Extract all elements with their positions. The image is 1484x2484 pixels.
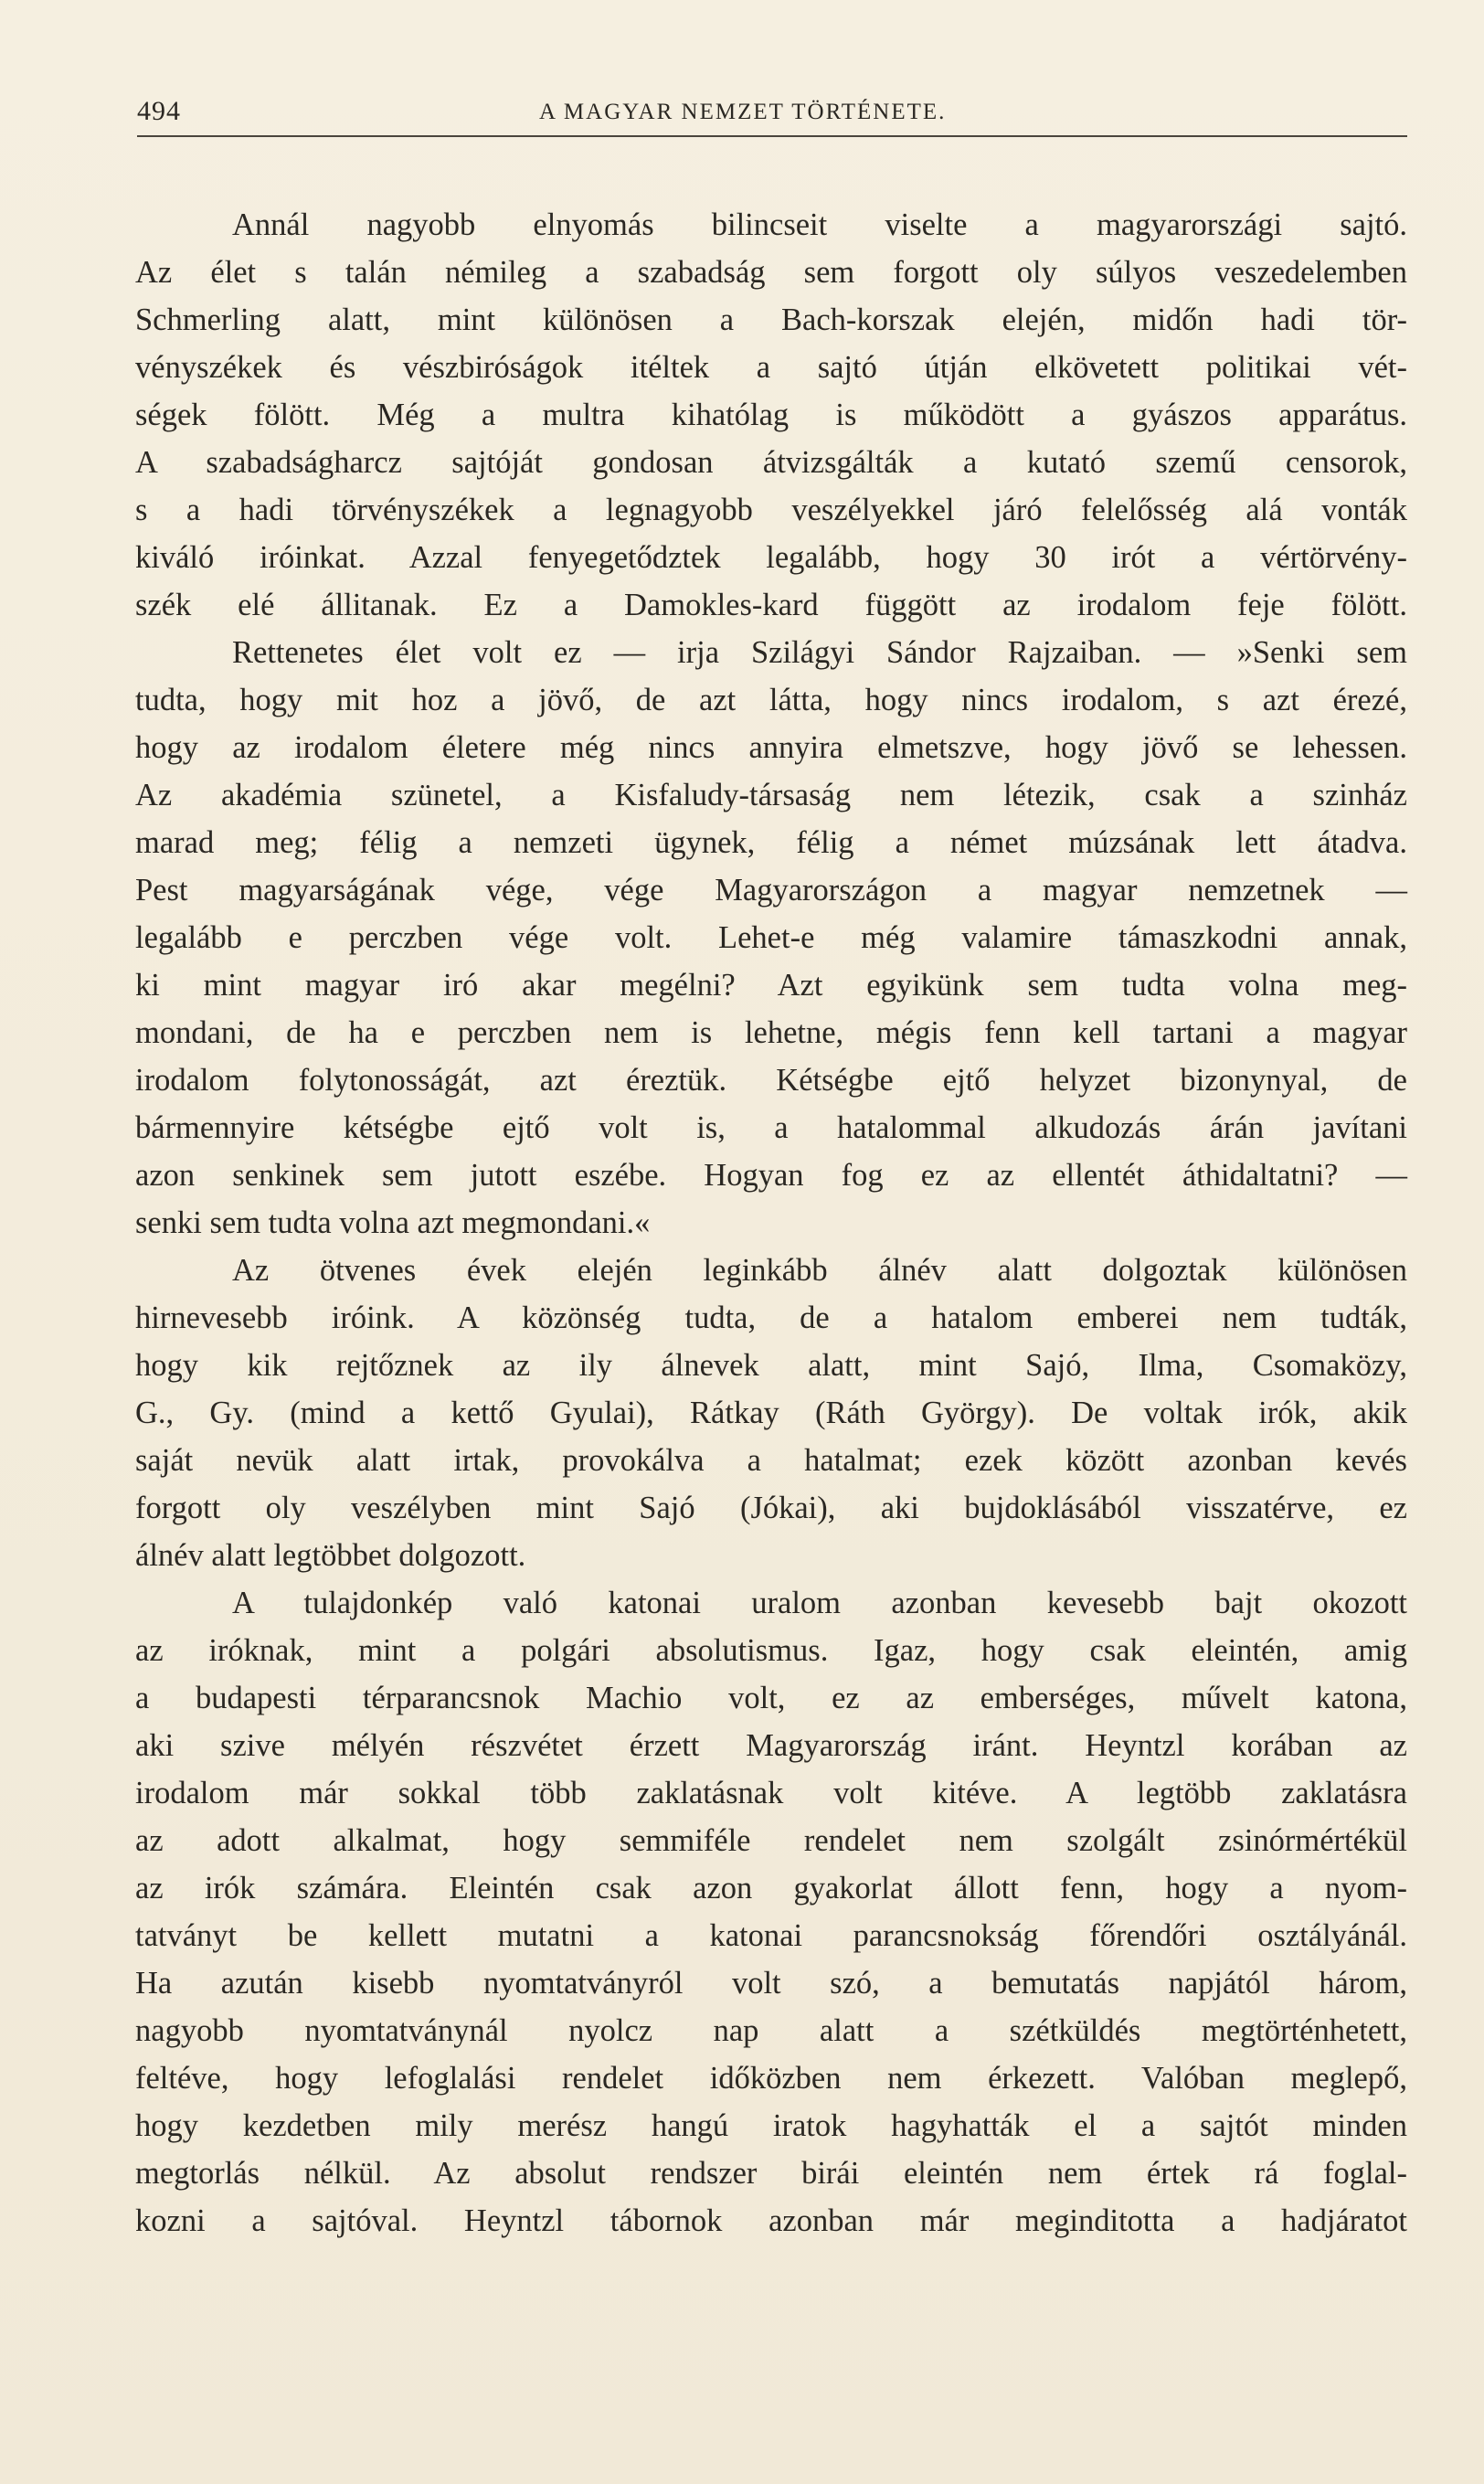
text-line: Az ötvenes évek elején leginkább álnév alatt dolgoztak különösen: [232, 1253, 1407, 1288]
text-line: A szabadságharcz sajtóját gondosan átvizsgálták a kutató szemű censorok,: [135, 445, 1407, 480]
text-line: kozni a sajtóval. Heyntzl tábornok azonban már meginditotta a hadjáratot: [135, 2203, 1407, 2238]
text-line: szék elé állitanak. Ez a Damokles-kard függött az irodalom feje fölött.: [135, 588, 1407, 622]
text-line: G., Gy. (mind a kettő Gyulai), Rátkay (Ráth György). De voltak irók, akik: [135, 1396, 1407, 1430]
header-rule: [137, 135, 1407, 137]
text-line: A tulajdonkép való katonai uralom azonban kevesebb bajt okozott: [232, 1586, 1407, 1620]
text-line: irodalom már sokkal több zaklatásnak volt kitéve. A legtöbb zaklatásra: [135, 1776, 1407, 1810]
text-line: hogy az irodalom életere még nincs annyira elmetszve, hogy jövő se lehessen.: [135, 730, 1407, 765]
text-line: Schmerling alatt, mint különösen a Bach-korszak elején, midőn hadi tör-: [135, 303, 1407, 337]
text-line: Az akadémia szünetel, a Kisfaludy-társaság nem létezik, csak a szinház: [135, 778, 1407, 812]
text-line: ki mint magyar iró akar megélni? Azt egyikünk sem tudta volna meg-: [135, 968, 1407, 1003]
text-line: mondani, de ha e perczben nem is lehetne, mégis fenn kell tartani a magyar: [135, 1015, 1407, 1050]
text-line: bármennyire kétségbe ejtő volt is, a hatalommal alkudozás árán javítani: [135, 1110, 1407, 1145]
text-line: s a hadi törvényszékek a legnagyobb veszélyekkel járó felelősség alá vonták: [135, 493, 1407, 527]
text-line: nagyobb nyomtatványnál nyolcz nap alatt a szétküldés megtörténhetett,: [135, 2013, 1407, 2048]
body-text: [135, 201, 1407, 2245]
text-line: kiváló iróinkat. Azzal fenyegetődztek legalább, hogy 30 irót a vértörvény-: [135, 540, 1407, 575]
text-line: Rettenetes élet volt ez — irja Szilágyi Sándor Rajzaiban. — »Senki sem: [232, 635, 1407, 670]
text-line: irodalom folytonosságát, azt éreztük. Kétségbe ejtő helyzet bizonynyal, de: [135, 1063, 1407, 1098]
text-line: tatványt be kellett mutatni a katonai parancsnokság főrendőri osztályánál.: [135, 1918, 1407, 1953]
text-line: álnév alatt legtöbbet dolgozott.: [135, 1538, 526, 1573]
text-line: senki sem tudta volna azt megmondani.«: [135, 1205, 651, 1240]
text-line: vényszékek és vészbiróságok itéltek a sajtó útján elkövetett politikai vét-: [135, 350, 1407, 385]
text-line: az adott alkalmat, hogy semmiféle rendelet nem szolgált zsinórmértékül: [135, 1823, 1407, 1858]
text-line: megtorlás nélkül. Az absolut rendszer birái eleintén nem értek rá foglal-: [135, 2156, 1407, 2191]
text-line: hogy kezdetben mily merész hangú iratok hagyhatták el a sajtót minden: [135, 2108, 1407, 2143]
page-number: 494: [137, 96, 181, 126]
text-line: saját nevük alatt irtak, provokálva a hatalmat; ezek között azonban kevés: [135, 1443, 1407, 1478]
text-line: hogy kik rejtőznek az ily álnevek alatt, mint Sajó, Ilma, Csomaközy,: [135, 1348, 1407, 1383]
text-line: forgott oly veszélyben mint Sajó (Jókai), aki bujdoklásából visszatérve, ez: [135, 1491, 1407, 1525]
text-line: Annál nagyobb elnyomás bilincseit viselte a magyarországi sajtó.: [232, 207, 1407, 242]
text-line: az irók számára. Eleintén csak azon gyakorlat állott fenn, hogy a nyom-: [135, 1871, 1407, 1905]
running-title: A MAGYAR NEMZET TÖRTÉNETE.: [539, 100, 947, 124]
text-line: Az élet s talán némileg a szabadság sem forgott oly súlyos veszedelemben: [135, 255, 1407, 290]
text-line: tudta, hogy mit hoz a jövő, de azt látta, hogy nincs irodalom, s azt érezé,: [135, 683, 1407, 717]
text-line: hirnevesebb iróink. A közönség tudta, de a hatalom emberei nem tudták,: [135, 1300, 1407, 1335]
text-line: legalább e perczben vége volt. Lehet-e még valamire támaszkodni annak,: [135, 920, 1407, 955]
text-line: aki szive mélyén részvétet érzett Magyarország iránt. Heyntzl korában az: [135, 1728, 1407, 1763]
text-line: marad meg; félig a nemzeti ügynek, félig a német múzsának lett átadva.: [135, 825, 1407, 860]
text-line: a budapesti térparancsnok Machio volt, ez az emberséges, művelt katona,: [135, 1681, 1407, 1715]
text-line: az iróknak, mint a polgári absolutismus. Igaz, hogy csak eleintén, amig: [135, 1633, 1407, 1668]
text-line: Ha azután kisebb nyomtatványról volt szó, a bemutatás napjától három,: [135, 1966, 1407, 2001]
text-line: ségek fölött. Még a multra kihatólag is működött a gyászos apparátus.: [135, 398, 1407, 432]
text-line: Pest magyarságának vége, vége Magyarországon a magyar nemzetnek —: [135, 873, 1407, 908]
page-header: [137, 87, 1407, 133]
text-line: feltéve, hogy lefoglalási rendelet időközben nem érkezett. Valóban meglepő,: [135, 2061, 1407, 2096]
text-line: azon senkinek sem jutott eszébe. Hogyan fog ez az ellentét áthidaltatni? —: [135, 1158, 1407, 1193]
